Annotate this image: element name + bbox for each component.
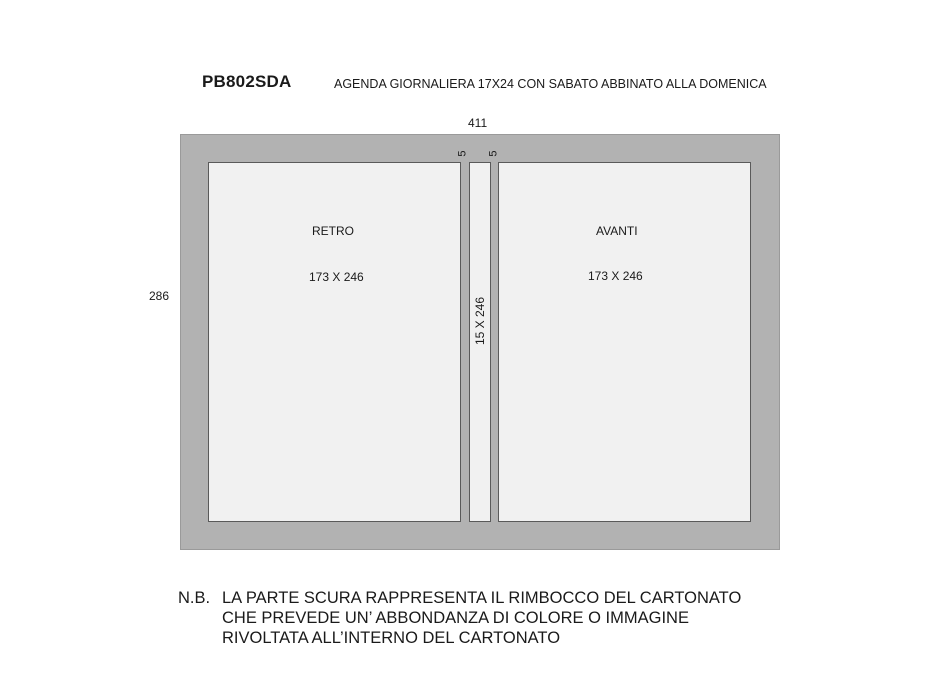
avanti-size: 173 X 246 xyxy=(588,269,643,283)
product-description: AGENDA GIORNALIERA 17X24 CON SABATO ABBINATO ALLA DOMENICA xyxy=(334,77,767,91)
panel-retro xyxy=(208,162,461,522)
gap-right-label: 5 xyxy=(487,150,500,157)
gap-left-label: 5 xyxy=(456,150,469,157)
spine-size: 15 X 246 xyxy=(473,296,487,346)
product-code: PB802SDA xyxy=(202,72,292,91)
note-block xyxy=(178,588,741,648)
avanti-title: AVANTI xyxy=(596,224,638,238)
panel-avanti xyxy=(498,162,751,522)
total-width-label: 411 xyxy=(468,116,488,130)
retro-title: RETRO xyxy=(312,224,354,238)
total-height-label: 286 xyxy=(149,289,170,303)
retro-size: 173 X 246 xyxy=(309,270,364,284)
note-line-1 xyxy=(178,588,741,608)
note-line-2: CHE PREVEDE UN’ ABBONDANZA DI COLORE O IMMAGINE xyxy=(222,609,689,627)
note-line-1-text: LA PARTE SCURA RAPPRESENTA IL RIMBOCCO DEL CARTONATO xyxy=(222,589,742,607)
note-prefix: N.B. xyxy=(178,589,211,607)
note-line-3: RIVOLTATA ALL’INTERNO DEL CARTONATO xyxy=(222,629,561,647)
